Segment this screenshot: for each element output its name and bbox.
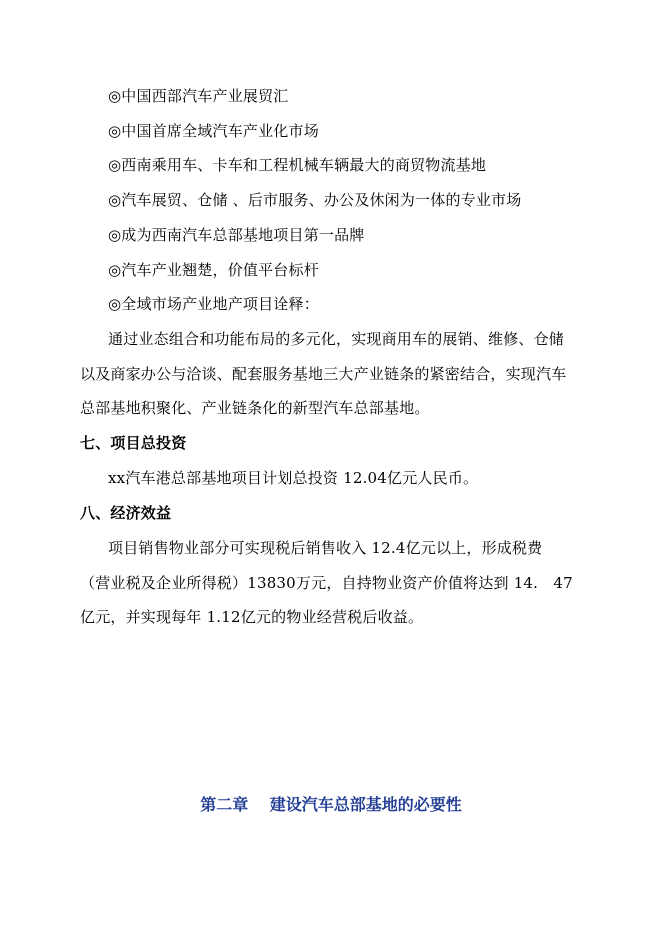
paragraph-line: 总部基地积聚化、产业链条化的新型汽车总部基地。 [80, 399, 430, 417]
chapter-title: 第二章 建设汽车总部基地的必要性 [200, 795, 462, 814]
benefit-line: 项目销售物业部分可实现税后销售收入 12.4亿元以上，形成税费 [108, 539, 543, 557]
bullet-item: ◎汽车产业翘楚，价值平台标杆 [108, 261, 319, 279]
bullet-item: ◎成为西南汽车总部基地项目第一品牌 [108, 226, 365, 244]
bullet-item: ◎西南乘用车、卡车和工程机械车辆最大的商贸物流基地 [108, 156, 487, 174]
bullet-item: ◎全域市场产业地产项目诠释： [108, 295, 319, 313]
bullet-item: ◎汽车展贸、仓储 、后市服务、办公及休闲为一体的专业市场 [108, 191, 522, 209]
bullet-item: ◎中国西部汽车产业展贸汇 [108, 87, 289, 105]
investment-text: xx汽车港总部基地项目计划总投资 12.04亿元人民币。 [108, 469, 479, 487]
paragraph-line: 通过业态组合和功能布局的多元化，实现商用车的展销、维修、仓储 [108, 330, 565, 348]
benefit-line: 亿元，并实现每年 1.12亿元的物业经营税后收益。 [80, 608, 424, 626]
bullet-item: ◎中国首席全域汽车产业化市场 [108, 122, 319, 140]
benefit-line: （营业税及企业所得税）13830万元，自持物业资产价值将达到 14. 47 [80, 574, 573, 592]
section-heading-investment: 七、项目总投资 [80, 434, 187, 452]
paragraph-line: 以及商家办公与洽谈、配套服务基地三大产业链条的紧密结合，实现汽车 [80, 365, 567, 383]
section-heading-benefit: 八、经济效益 [80, 504, 172, 522]
